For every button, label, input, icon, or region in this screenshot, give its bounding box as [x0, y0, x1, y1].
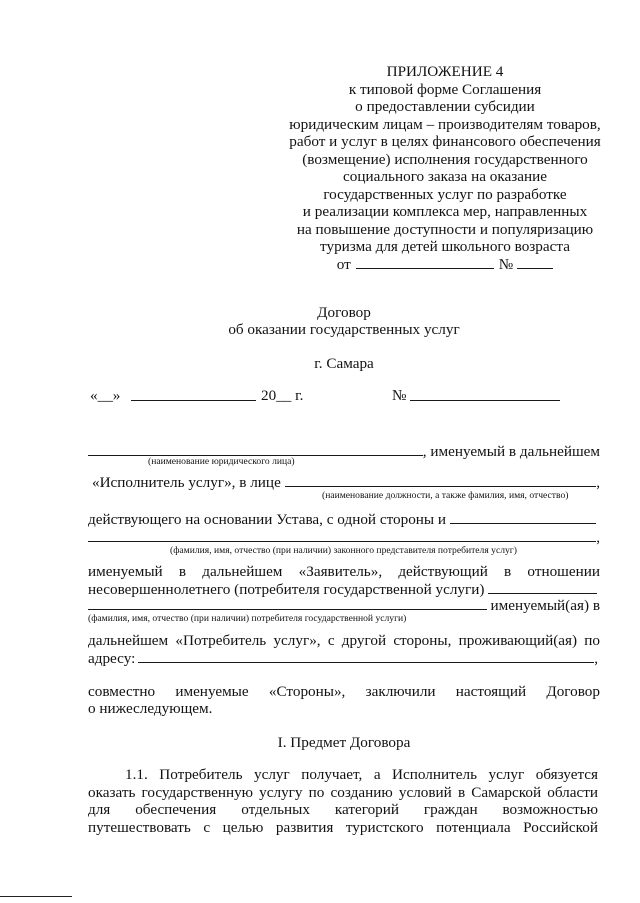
appendix-line: социального заказа на оказание — [343, 168, 547, 185]
party-row-text: именуемый(ая) в — [490, 597, 600, 614]
appendix-line: о предоставлении субсидии — [355, 98, 535, 115]
party-row-applicant: именуемый в дальнейшем «Заявитель», действующий в отношении — [88, 563, 600, 580]
party-row-parties: совместно именуемые «Стороны», заключили настоящий Договор — [88, 683, 600, 700]
appendix-line: на повышение доступности и популяризацию — [296, 220, 594, 238]
appendix-number-sign: № — [498, 255, 514, 273]
appendix-line: и реализации комплекса мер, направленных — [302, 203, 588, 220]
party-row-address — [88, 650, 598, 668]
party-row-comma: , — [594, 650, 598, 667]
representative-blank-start — [450, 511, 596, 524]
appendix-header — [275, 63, 615, 273]
party-row-comma: , — [596, 474, 600, 491]
paragraph-line: для обеспечения отдельных категорий граждан возможностью — [88, 801, 598, 818]
contract-number-sign: № — [392, 387, 407, 404]
party-row-comma: , — [596, 529, 600, 546]
appendix-title: ПРИЛОЖЕНИЕ 4 — [386, 63, 504, 80]
party-row-closing: о нижеследующем. — [88, 700, 213, 717]
contract-date-row — [0, 387, 640, 405]
representative-blank — [88, 529, 596, 542]
appendix-line: государственных услуг по разработке — [323, 185, 567, 203]
caption-position: (наименование должности, а также фамилия, имя, отчество) — [322, 490, 569, 501]
party-row-text: «Исполнитель услуг», в лице — [92, 474, 281, 491]
party-row-text: , именуемый в дальнейшем — [422, 443, 600, 460]
appendix-line: к типовой форме Соглашения — [348, 80, 542, 98]
footnote-separator — [0, 896, 72, 897]
contract-city: г. Самара — [314, 355, 374, 372]
contract-number-blank — [410, 387, 560, 401]
paragraph-line: 1.1. Потребитель услуг получает, а Исполнитель услуг обязуется — [125, 766, 598, 783]
caption-representative: (фамилия, имя, отчество (при наличии) законного представителя потребителя услуг) — [170, 545, 517, 556]
legal-entity-blank — [88, 443, 423, 456]
appendix-number-blank — [517, 256, 553, 269]
party-row-text: несовершеннолетнего (потребителя государственной услуги) — [88, 581, 485, 598]
caption-legal-entity: (наименование юридического лица) — [148, 456, 295, 467]
appendix-date-row — [275, 256, 615, 274]
section-heading: I. Предмет Договора — [277, 734, 411, 751]
paragraph-line: путешествовать с целью развития туристского потенциала Российской — [88, 819, 598, 836]
contract-day: «__» — [90, 387, 121, 404]
appendix-line: юридическим лицам – производителям товаров, — [289, 115, 601, 133]
consumer-blank — [88, 597, 487, 610]
executor-position-blank — [285, 474, 596, 487]
appendix-line: работ и услуг в целях финансового обеспечения — [289, 133, 601, 150]
contract-year: 20__ г. — [261, 387, 304, 404]
contract-title: Договор — [317, 304, 371, 321]
paragraph-line: оказать государственную услугу по созданию условий в Самарской области — [88, 784, 598, 801]
party-row-text: действующего на основании Устава, с одной стороны и — [88, 511, 447, 528]
appendix-date-prefix: от — [336, 255, 351, 273]
appendix-line: туризма для детей школьного возраста — [320, 238, 570, 255]
contract-month-blank — [131, 387, 256, 401]
address-label: адресу: — [88, 650, 136, 667]
caption-consumer: (фамилия, имя, отчество (при наличии) потребителя государственной услуги) — [88, 613, 407, 624]
consumer-blank-start — [488, 581, 597, 594]
address-blank — [138, 650, 594, 663]
appendix-line: (возмещение) исполнения государственного — [302, 150, 588, 168]
appendix-date-blank — [356, 256, 494, 269]
party-row-charter — [88, 511, 600, 529]
contract-subtitle: об оказании государственных услуг — [228, 321, 460, 338]
party-row-consumer-role: дальнейшем «Потребитель услуг», с другой стороны, проживающий(ая) по — [88, 632, 600, 649]
